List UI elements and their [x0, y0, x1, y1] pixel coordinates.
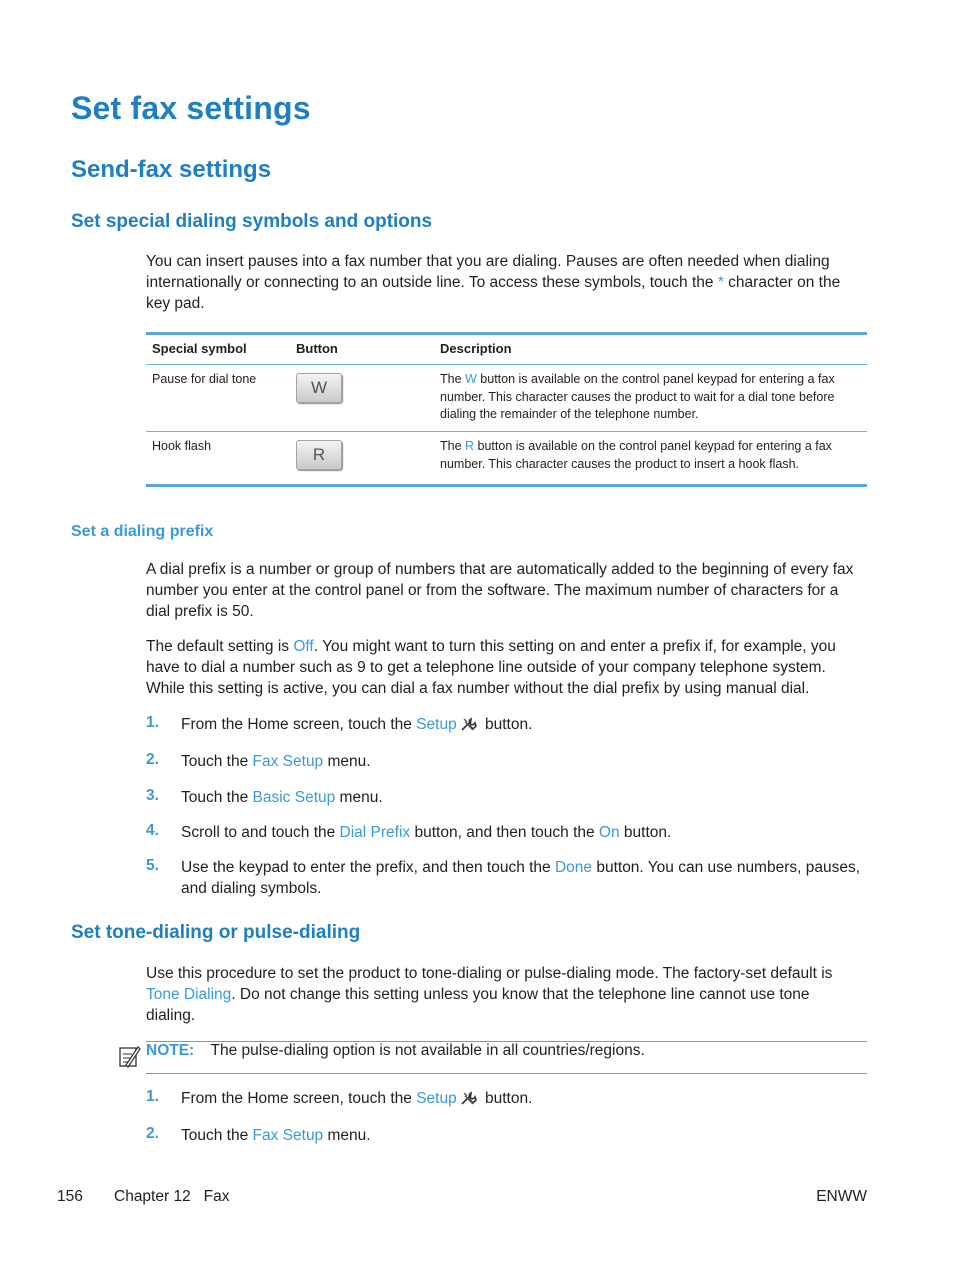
r-key-button: R	[296, 440, 342, 470]
setup-link: Setup	[416, 716, 457, 733]
setup-wrench-icon	[459, 1090, 479, 1106]
setup-wrench-icon	[459, 716, 479, 732]
intro-paragraph: You can insert pauses into a fax number that you are dialing. Pauses are often needed when dialing internationally or connecting to an outside line. To access these symbols, touch the * character on the key pad.	[146, 253, 841, 312]
subheading-dialing-prefix: Set a dialing prefix	[71, 523, 214, 540]
prefix-paragraph-2: The default setting is Off. You might want to turn this setting on and enter a prefix if, for example, you have to dial a number such as 9 to get a telephone line outside of your company telephone system. While this setting is active, you can dial a fax number without the dial prefix by using manual dial.	[146, 638, 836, 697]
col-header-button: Button	[296, 340, 338, 356]
description-cell: The R button is available on the control panel keypad for entering a fax number. This character causes the product to insert a hook flash.	[434, 432, 867, 485]
subheading-tone-pulse: Set tone-dialing or pulse-dialing	[71, 922, 361, 943]
table-header-row	[146, 332, 867, 365]
note-label: NOTE:	[146, 1042, 195, 1059]
symbol-cell: Pause for dial tone	[146, 365, 290, 432]
button-cell	[290, 365, 434, 432]
table-bottom-rule	[146, 484, 867, 487]
description-cell: The W button is available on the control panel keypad for entering a fax number. This character causes the product to wait for a dial tone before dialing the remainder of the telephone number.	[434, 365, 867, 432]
w-key-button: W	[296, 373, 342, 403]
symbols-table	[146, 332, 867, 484]
button-cell	[290, 432, 434, 485]
page-title: Set fax settings	[71, 90, 311, 126]
chapter-label: Chapter 12 Fax	[114, 1188, 230, 1205]
table-row	[146, 365, 867, 432]
page-number: 156	[57, 1188, 83, 1205]
symbol-cell: Hook flash	[146, 432, 290, 485]
col-header-symbol: Special symbol	[152, 340, 247, 356]
setup-link: Setup	[416, 1090, 457, 1107]
prefix-paragraph-1: A dial prefix is a number or group of numbers that are automatically added to the beginning of every fax number you enter at the control panel or from the software. The maximum number of characters for a dial prefix is 50.	[146, 561, 854, 620]
note-text: The pulse-dialing option is not available in all countries/regions.	[210, 1042, 645, 1059]
note-icon	[118, 1043, 142, 1069]
note-box	[146, 1041, 645, 1061]
subheading-special-symbols: Set special dialing symbols and options	[71, 211, 433, 232]
footer-right: ENWW	[816, 1188, 867, 1205]
note-bottom-rule	[146, 1073, 867, 1074]
section-heading: Send-fax settings	[71, 156, 272, 183]
table-row	[146, 432, 867, 485]
col-header-description: Description	[440, 340, 512, 356]
tone-paragraph: Use this procedure to set the product to tone-dialing or pulse-dialing mode. The factory-set default is Tone Dialing. Do not change this setting unless you know that the telephone line cannot use tone dialing.	[146, 965, 833, 1024]
star-key: *	[717, 274, 724, 291]
